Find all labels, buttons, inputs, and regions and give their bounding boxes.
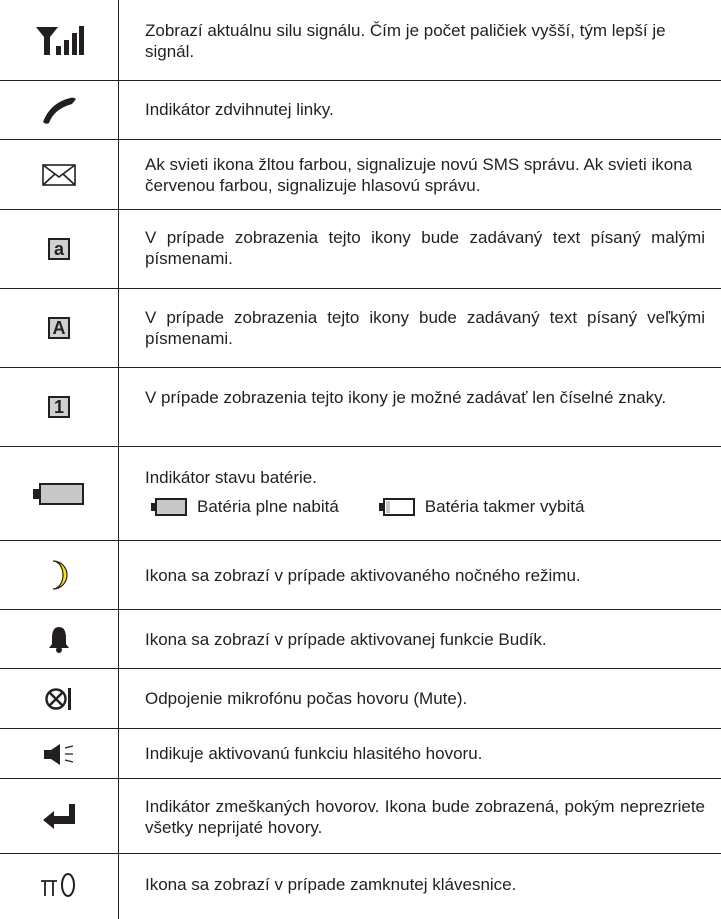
battery-icon <box>0 447 118 540</box>
moon-icon <box>0 541 118 609</box>
battery-full-legend: Batéria plne nabitá <box>145 497 339 517</box>
uppercase-a-description: V prípade zobrazenia tejto ikony bude zadávaný text písaný veľkými písmenami. <box>145 308 705 348</box>
lowercase-a-icon: a <box>0 210 118 288</box>
moon-description: Ikona sa zobrazí v prípade aktivovaného nočného režimu. <box>145 566 581 585</box>
keylock-icon <box>0 854 118 916</box>
signal-strength-icon <box>0 0 118 80</box>
keylock-description: Ikona sa zobrazí v prípade zamknutej klávesnice. <box>145 875 517 894</box>
mute-description: Odpojenie mikrofónu počas hovoru (Mute). <box>145 689 468 708</box>
envelope-description: Ak svieti ikona žltou farbou, signalizuje novú SMS správu. Ak svieti ikona červenou farbou, signalizuje hlasovú správu. <box>145 155 693 195</box>
signal-strength-description: Zobrazí aktuálnu silu signálu. Čím je počet paličiek vyšší, tým lepší je signál. <box>145 21 666 61</box>
numeric-1-description: V prípade zobrazenia tejto ikony je možné zadávať len číselné znaky. <box>145 388 667 407</box>
battery-low-icon <box>373 497 419 517</box>
speaker-description: Indikuje aktivovanú funkciu hlasitého hovoru. <box>145 744 483 763</box>
mute-icon <box>0 669 118 728</box>
envelope-icon <box>0 140 118 209</box>
battery-description: Indikátor stavu batérie. <box>145 468 317 487</box>
battery-legend <box>145 497 584 517</box>
battery-full-icon <box>145 497 191 517</box>
battery-low-legend: Batéria takmer vybitá <box>373 497 585 517</box>
bell-description: Ikona sa zobrazí v prípade aktivovanej funkcie Budík. <box>145 630 547 649</box>
speaker-icon <box>0 729 118 778</box>
handset-description: Indikátor zdvihnutej linky. <box>145 100 334 119</box>
missed-call-arrow-icon <box>0 779 118 853</box>
numeric-1-icon: 1 <box>0 368 118 446</box>
bell-icon <box>0 610 118 668</box>
column-divider <box>118 0 119 919</box>
missed-call-description: Indikátor zmeškaných hovorov. Ikona bude zobrazená, pokým neprezriete všetky neprijaté hovory. <box>145 797 705 837</box>
lowercase-a-description: V prípade zobrazenia tejto ikony bude zadávaný text písaný malými písmenami. <box>145 228 705 268</box>
uppercase-a-icon: A <box>0 289 118 367</box>
handset-icon <box>0 81 118 139</box>
